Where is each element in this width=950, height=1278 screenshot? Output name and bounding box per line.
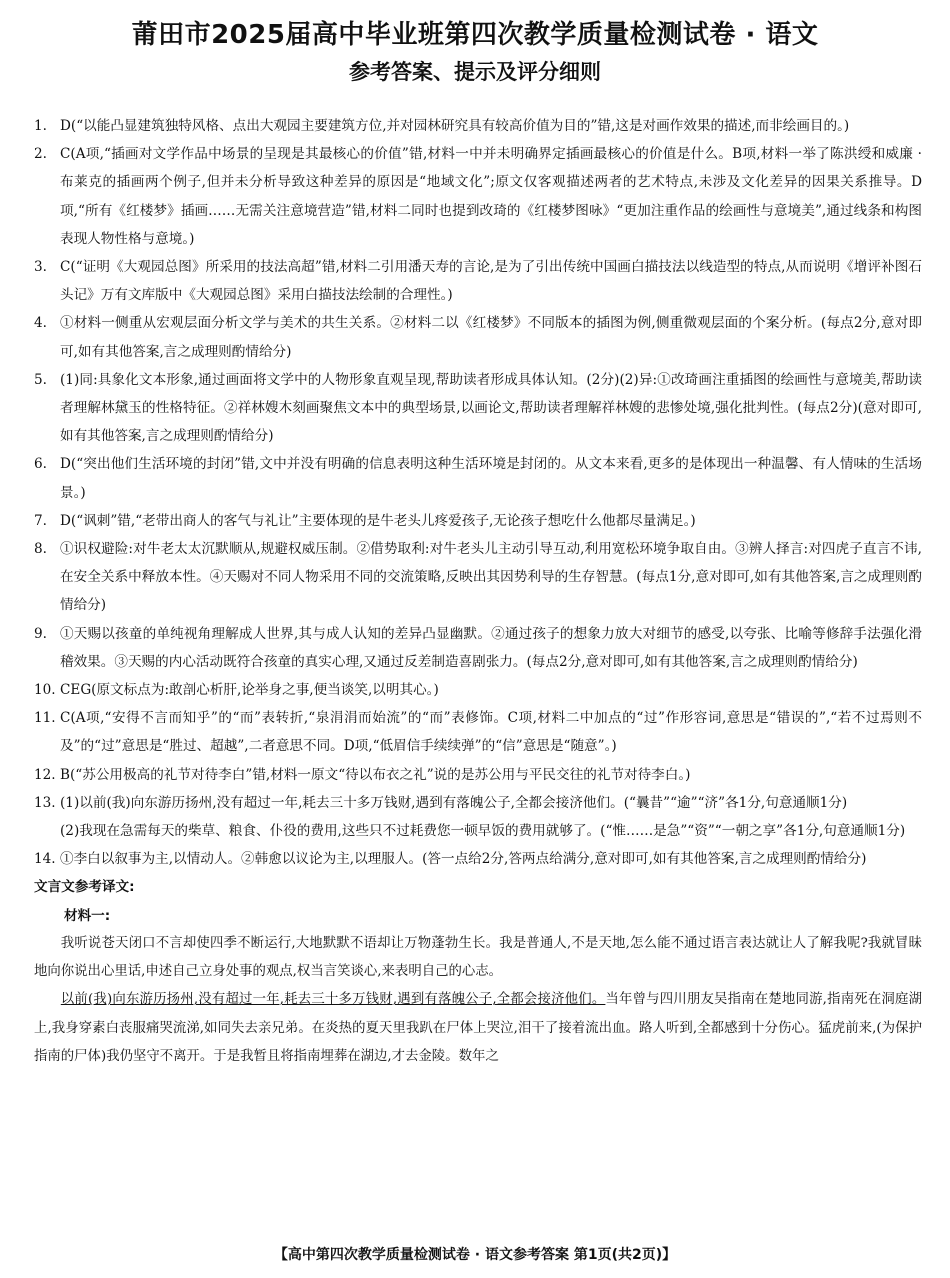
answer-item [34,704,922,760]
answer-number: 12. [34,766,56,783]
answer-item [34,112,922,140]
answer-13-part-1: (1)以前(我)向东游历扬州,没有超过一年,耗去三十多万钱财,遇到有落魄公子,全都会接济他们。(“曩昔”“逾”“济”各1分,句意通顺1分) [60,794,848,811]
translation-paragraph-1: 我听说苍天闭口不言却使四季不断运行,大地默默不语却让万物蓬勃生长。我是普通人,不是天地,怎么能不通过语言表达就让人了解我呢?我就冒昧地向你说出心里话,申述自己立身处事的观点,权当言笑谈心,来表明自己的心志。 [34,935,922,980]
document-subtitle: 参考答案、提示及评分细则 [349,60,601,84]
underlined-sentence: 以前(我)向东游历扬州,没有超过一年,耗去三十多万钱财,遇到有落魄公子,全都会接济他们。 [60,992,606,1008]
answer-number: 11. [34,710,56,727]
paragraph-text: 当年曾与四川朋友吴指南在楚地同游,指南死在洞庭湖上,我身穿素白丧服痛哭流涕,如同失去亲兄弟。在炎热的夏天里我趴在尸体上哭泣,泪干了接着流出血。路人听到,全都感到十分伤心。猛虎前来,(为保护指南的尸体)我仍坚守不离开。于是我暂且将指南埋葬在湖边,才去金陵。数年之 [34,992,922,1064]
answer-text: C(A项,“插画对文学作品中场景的呈现是其最核心的价值”错,材料一中并未明确界定插画最核心的价值是什么。B项,材料一举了陈洪绶和威廉 · 布莱克的插画两个例子,但并未分析导致这种差异的原因是“地域文化”;原文仅客观描述两者的艺术特点,未涉及文化差异的因果关系推导。D项,“所有《红楼梦》插画……无需关注意境营造”错,材料二同时也提到改琦的《红楼梦图咏》“更加注重作品的绘画性与意境美”,通过线条和构图表现人物性格与意境。) [60,146,922,247]
answer-text: ①天赐以孩童的单纯视角理解成人世界,其与成人认知的差异凸显幽默。②通过孩子的想象力放大对细节的感受,以夸张、比喻等修辞手法强化滑稽效果。③天赐的内心活动既符合孩童的真实心理,又通过反差制造喜剧张力。(每点2分,意对即可,如有其他答案,言之成理则酌情给分) [60,625,922,670]
answer-number: 7. [34,512,47,529]
answer-number: 13. [34,794,56,811]
answer-item [34,309,922,365]
answer-number: 1. [34,118,47,134]
answer-item [34,761,922,789]
answer-item [34,507,922,535]
answer-item [34,140,922,253]
answer-text: ①识权避险:对牛老太太沉默顺从,规避权威压制。②借势取利:对牛老头儿主动引导互动,利用宽松环境争取自由。③辨人择言:对四虎子直言不讳,在安全关系中释放本性。④天赐对不同人物采用不同的交流策略,反映出其因势利导的生存智慧。(每点1分,意对即可,如有其他答案,言之成理则酌情给分) [60,541,922,614]
answer-text: B(“苏公用极高的礼节对待李白”错,材料一原文“待以布衣之礼”说的是苏公用与平民交往的礼节对待李白。) [60,766,691,783]
answer-number: 14. [34,851,56,868]
answer-item [34,535,922,620]
answer-text: C(A项,“安得不言而知乎”的“而”表转折,“泉涓涓而始流”的“而”表修饰。C项,材料二中加点的“过”作形容词,意思是“错误的”,“若不过焉则不及”的“过”意思是“胜过、超越”,二者意思不同。D项,“低眉信手续续弹”的“信”意思是“随意”。) [60,710,922,755]
answer-13-part-2: (2)我现在急需每天的柴草、粮食、仆役的费用,这些只不过耗费您一顿早饭的费用就够了。(“惟……是急”“资”“一朝之享”各1分,句意通顺1分) [60,823,906,840]
answer-item [34,676,922,704]
answer-number: 6. [34,456,47,473]
answer-text: D(“突出他们生活环境的封闭”错,文中并没有明确的信息表明这种生活环境是封闭的。从文本来看,更多的是体现出一种温馨、有人情味的生活场景。) [60,456,922,501]
document-title: 莆田市2025届高中毕业班第四次教学质量检测试卷 · 语文 [131,20,819,50]
answer-content [34,112,922,1071]
translation-paragraph-2 [34,986,922,1071]
answer-number: 10. [34,682,56,699]
answer-text: C(“证明《大观园总图》所采用的技法高超”错,材料二引用潘天寿的言论,是为了引出传统中国画白描技法以线造型的特点,从而说明《增评补图石头记》万有文库版中《大观园总图》采用白描技法绘制的合理性。) [60,259,922,304]
answer-item [34,845,922,873]
answer-text: D(“讽刺”错,“老带出商人的客气与礼让”主要体现的是牛老头儿疼爱孩子,无论孩子想吃什么他都尽量满足。) [60,512,696,529]
answer-item [34,366,922,451]
answer-text: (1)同:具象化文本形象,通过画面将文学中的人物形象直观呈现,帮助读者形成具体认知。(2分)(2)异:①改琦画注重插图的绘画性与意境美,帮助读者理解林黛玉的性格特征。②祥林嫂木刻画聚焦文本中的典型场景,以画论文,帮助读者理解祥林嫂的悲惨处境,强化批判性。(每点2分)(意对即可,如有其他答案,言之成理则酌情给分) [60,371,922,445]
answer-item [34,620,922,676]
answer-text: CEG(原文标点为:敢剖心析肝,论举身之事,便当谈笑,以明其心。) [60,682,439,699]
answer-text: ①李白以叙事为主,以情动人。②韩愈以议论为主,以理服人。(答一点给2分,答两点给满分,意对即可,如有其他答案,言之成理则酌情给分) [60,851,867,868]
answer-number: 3. [34,259,47,276]
material-heading: 材料一: [64,907,111,924]
answer-text: ①材料一侧重从宏观层面分析文学与美术的共生关系。②材料二以《红楼梦》不同版本的插图为例,侧重微观层面的个案分析。(每点2分,意对即可,如有其他答案,言之成理则酌情给分) [60,315,922,360]
answer-text: D(“以能凸显建筑独特风格、点出大观园主要建筑方位,并对园林研究具有较高价值为目的”错,这是对画作效果的描述,而非绘画目的。) [60,118,850,134]
translation-heading: 文言文参考译文: [34,879,135,896]
answer-number: 2. [34,146,47,163]
answer-number: 5. [34,371,47,388]
page-footer: 【高中第四次教学质量检测试卷 · 语文参考答案 第1页(共2页)】 [273,1247,677,1263]
answer-number: 4. [34,315,47,332]
answer-item [34,450,922,506]
answer-number: 8. [34,541,47,558]
answer-number: 9. [34,625,47,642]
answer-item-13 [34,789,922,845]
answer-item [34,253,922,309]
